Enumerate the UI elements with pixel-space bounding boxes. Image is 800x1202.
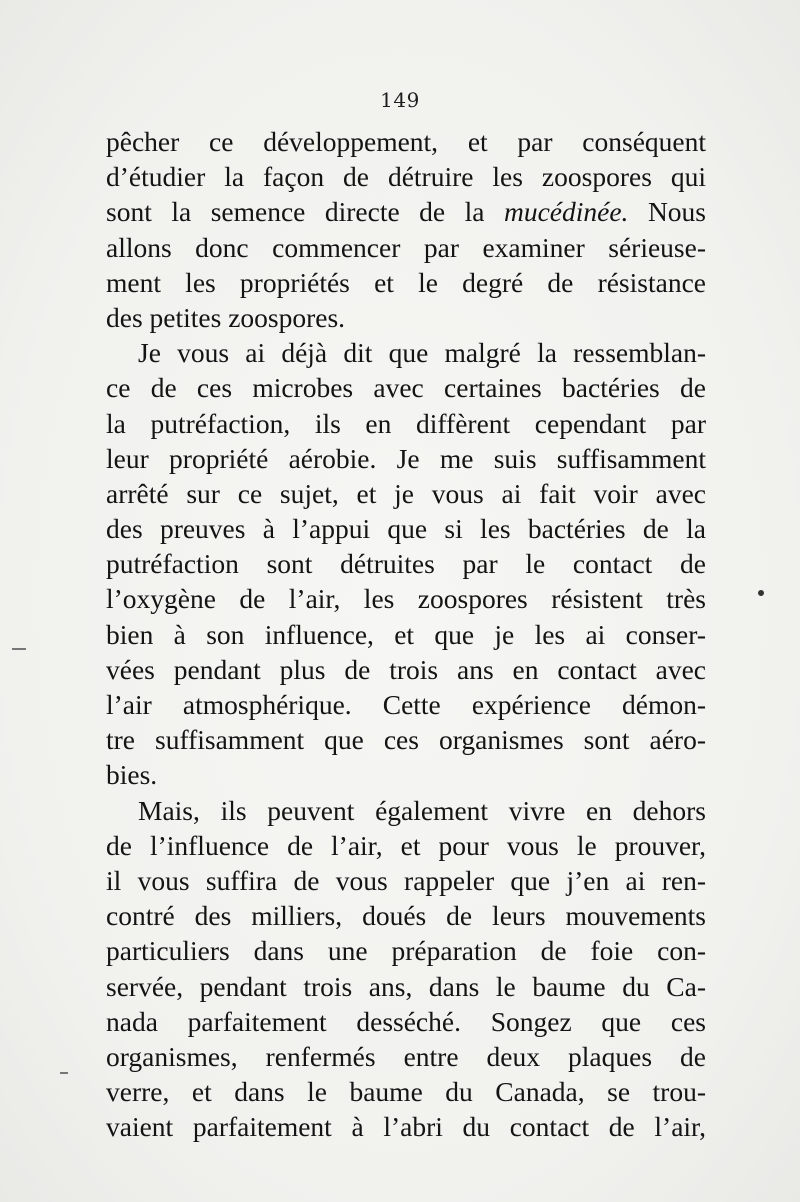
body-text (106, 124, 706, 1144)
text-line: des preuves à l’appui que si les bactéries de la (106, 513, 706, 545)
text-line: nada parfaitement desséché. Songez que ces (106, 1005, 706, 1037)
text-line: de l’influence de l’air, et pour vous le prouver, (106, 829, 706, 861)
text-segment: sont la semence directe de la (106, 196, 504, 228)
text-line: d’étudier la façon de détruire les zoospores qui (106, 161, 706, 193)
text-segment: Nous (628, 196, 707, 228)
text-line: l’oxygène de l’air, les zoospores résistent très (106, 583, 706, 615)
text-line: allons donc commencer par examiner sérieuse- (106, 231, 706, 263)
text-line: ce de ces microbes avec certaines bactéries de (106, 372, 706, 404)
ink-speck (758, 590, 764, 596)
text-line: leur propriété aérobie. Je me suis suffisamment (106, 442, 706, 474)
text-line: vées pendant plus de trois ans en contact avec (106, 653, 706, 685)
text-line: Mais, ils peuvent également vivre en dehors (138, 794, 706, 826)
text-line: pêcher ce développement, et par conséquent (106, 126, 706, 157)
text-line: arrêté sur ce sujet, et je vous ai fait voir avec (106, 477, 706, 509)
text-line: servée, pendant trois ans, dans le baume du Ca- (106, 970, 706, 1002)
text-line (106, 194, 706, 229)
text-line: Je vous ai déjà dit que malgré la ressemblan- (138, 337, 706, 369)
text-line: l’air atmosphérique. Cette expérience démon- (106, 689, 706, 720)
text-line: contré des milliers, doués de leurs mouvements (106, 900, 706, 932)
italic-term: mucédinée. (503, 196, 629, 228)
text-line: vaient parfaitement à l’abri du contact de l’air, (106, 1111, 706, 1143)
page-number: 149 (380, 88, 420, 112)
text-line: putréfaction sont détruites par le contact de (106, 548, 706, 580)
text-line: la putréfaction, ils en diffèrent cependant par (106, 407, 706, 439)
text-line: il vous suffira de vous rappeler que j’en ai ren- (106, 864, 706, 896)
text-line: des petites zoospores. (106, 301, 346, 333)
text-line: organismes, renfermés entre deux plaques de (106, 1040, 706, 1072)
text-line: ment les propriétés et le degré de résistance (106, 266, 706, 298)
text-line: verre, et dans le baume du Canada, se trou- (106, 1076, 706, 1108)
text-line: bien à son influence, et que je les ai conser- (106, 618, 706, 650)
margin-mark (12, 648, 26, 650)
text-line: tre suffisamment que ces organismes sont aéro- (106, 724, 706, 756)
text-line: bies. (106, 759, 158, 791)
text-line: particuliers dans une préparation de foie con- (106, 935, 706, 967)
margin-mark (60, 1072, 68, 1074)
